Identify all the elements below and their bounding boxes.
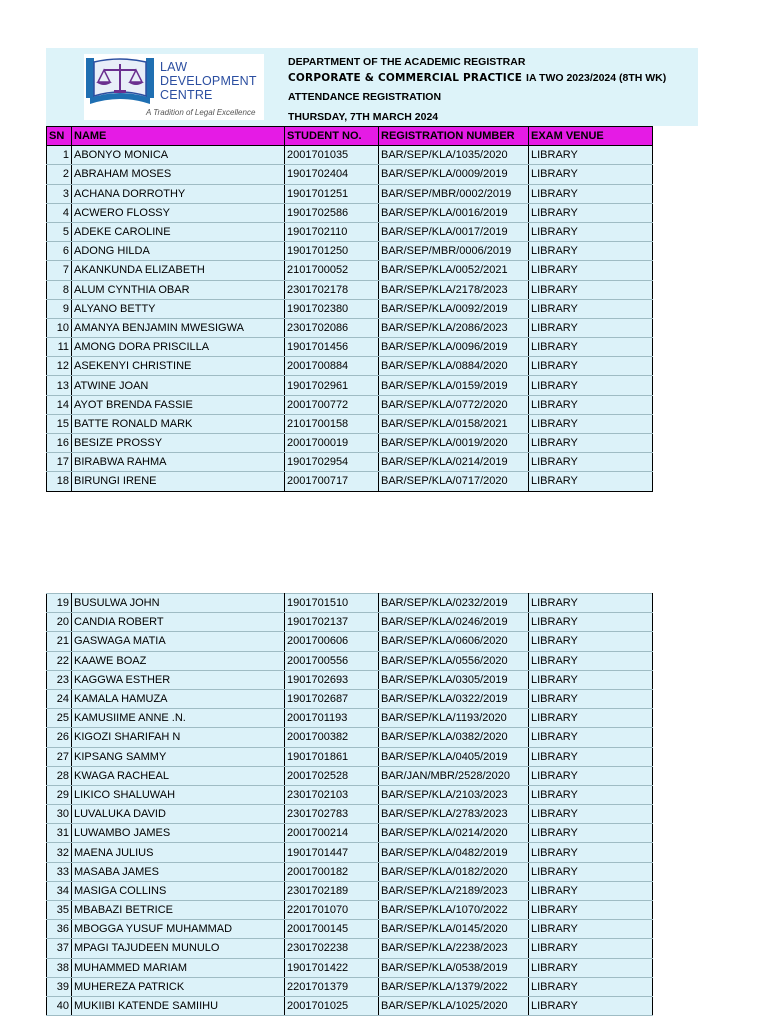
cell-name: ADONG HILDA <box>72 242 285 261</box>
department-title: DEPARTMENT OF THE ACADEMIC REGISTRAR <box>288 56 526 68</box>
cell-student-no: 2001701025 <box>285 996 379 1015</box>
cell-student-no: 2001700214 <box>285 824 379 843</box>
cell-name: MUHEREZA PATRICK <box>72 977 285 996</box>
cell-registration-number: BAR/SEP/KLA/1070/2022 <box>379 901 529 920</box>
cell-exam-venue: LIBRARY <box>529 996 653 1015</box>
table-row <box>47 709 653 728</box>
attendance-table-body <box>47 146 653 491</box>
cell-exam-venue: LIBRARY <box>529 824 653 843</box>
cell-sn: 26 <box>47 728 72 747</box>
attendance-table-continued-body <box>47 594 653 1016</box>
table-row <box>47 613 653 632</box>
cell-name: KIPSANG SAMMY <box>72 747 285 766</box>
table-row <box>47 996 653 1015</box>
cell-name: BESIZE PROSSY <box>72 434 285 453</box>
cell-sn: 14 <box>47 395 72 414</box>
cell-name: CANDIA ROBERT <box>72 613 285 632</box>
cell-name: MASABA JAMES <box>72 862 285 881</box>
cell-exam-venue: LIBRARY <box>529 472 653 491</box>
logo-line-centre: CENTRE <box>160 88 213 102</box>
table-row <box>47 184 653 203</box>
cell-name: BIRUNGI IRENE <box>72 472 285 491</box>
cell-exam-venue: LIBRARY <box>529 280 653 299</box>
column-header-registration-number: REGISTRATION NUMBER <box>379 127 529 146</box>
cell-exam-venue: LIBRARY <box>529 958 653 977</box>
cell-registration-number: BAR/SEP/KLA/0214/2020 <box>379 824 529 843</box>
cell-exam-venue: LIBRARY <box>529 414 653 433</box>
cell-registration-number: BAR/SEP/KLA/0159/2019 <box>379 376 529 395</box>
cell-name: KAGGWA ESTHER <box>72 670 285 689</box>
cell-student-no: 1901701510 <box>285 594 379 613</box>
cell-student-no: 2001700884 <box>285 357 379 376</box>
course-name: CORPORATE & COMMERCIAL PRACTICE <box>288 72 523 84</box>
cell-name: LUVALUKA DAVID <box>72 805 285 824</box>
cell-sn: 33 <box>47 862 72 881</box>
cell-sn: 2 <box>47 165 72 184</box>
cell-sn: 19 <box>47 594 72 613</box>
cell-student-no: 2201701070 <box>285 901 379 920</box>
cell-exam-venue: LIBRARY <box>529 299 653 318</box>
cell-name: ACHANA DORROTHY <box>72 184 285 203</box>
cell-student-no: 2001700606 <box>285 632 379 651</box>
cell-name: MBABAZI BETRICE <box>72 901 285 920</box>
cell-sn: 40 <box>47 996 72 1015</box>
cell-registration-number: BAR/SEP/KLA/0017/2019 <box>379 222 529 241</box>
cell-exam-venue: LIBRARY <box>529 318 653 337</box>
table-row <box>47 203 653 222</box>
cell-name: KAAWE BOAZ <box>72 651 285 670</box>
cell-registration-number: BAR/SEP/KLA/0145/2020 <box>379 920 529 939</box>
cell-name: MASIGA COLLINS <box>72 881 285 900</box>
cell-sn: 4 <box>47 203 72 222</box>
cell-name: MUKIIBI KATENDE SAMIIHU <box>72 996 285 1015</box>
table-row <box>47 824 653 843</box>
column-header-name: NAME <box>72 127 285 146</box>
cell-sn: 17 <box>47 453 72 472</box>
table-row <box>47 747 653 766</box>
cell-registration-number: BAR/SEP/KLA/2103/2023 <box>379 785 529 804</box>
table-row <box>47 651 653 670</box>
table-row <box>47 376 653 395</box>
cell-sn: 5 <box>47 222 72 241</box>
table-row <box>47 222 653 241</box>
cell-exam-venue: LIBRARY <box>529 453 653 472</box>
cell-exam-venue: LIBRARY <box>529 632 653 651</box>
table-row <box>47 901 653 920</box>
cell-exam-venue: LIBRARY <box>529 261 653 280</box>
cell-student-no: 2301702238 <box>285 939 379 958</box>
cell-exam-venue: LIBRARY <box>529 594 653 613</box>
table-row <box>47 280 653 299</box>
cell-sn: 18 <box>47 472 72 491</box>
cell-student-no: 1901702693 <box>285 670 379 689</box>
cell-name: ACWERO FLOSSY <box>72 203 285 222</box>
cell-registration-number: BAR/SEP/KLA/2238/2023 <box>379 939 529 958</box>
table-row <box>47 434 653 453</box>
cell-name: ABONYO MONICA <box>72 146 285 165</box>
column-header-student-no: STUDENT NO. <box>285 127 379 146</box>
cell-student-no: 2001700382 <box>285 728 379 747</box>
cell-sn: 32 <box>47 843 72 862</box>
cell-student-no: 1901702380 <box>285 299 379 318</box>
table-row <box>47 165 653 184</box>
table-row <box>47 939 653 958</box>
cell-registration-number: BAR/SEP/KLA/2783/2023 <box>379 805 529 824</box>
cell-student-no: 2301702178 <box>285 280 379 299</box>
cell-exam-venue: LIBRARY <box>529 184 653 203</box>
cell-sn: 21 <box>47 632 72 651</box>
cell-student-no: 1901701251 <box>285 184 379 203</box>
cell-name: KIGOZI SHARIFAH N <box>72 728 285 747</box>
cell-exam-venue: LIBRARY <box>529 376 653 395</box>
cell-exam-venue: LIBRARY <box>529 785 653 804</box>
table-row <box>47 632 653 651</box>
cell-exam-venue: LIBRARY <box>529 670 653 689</box>
exam-date: THURSDAY, 7TH MARCH 2024 <box>288 111 439 123</box>
logo-wordmark <box>160 60 257 102</box>
cell-exam-venue: LIBRARY <box>529 613 653 632</box>
course-title <box>288 72 666 84</box>
cell-name: AYOT BRENDA FASSIE <box>72 395 285 414</box>
cell-student-no: 2301702189 <box>285 881 379 900</box>
cell-student-no: 2201701379 <box>285 977 379 996</box>
cell-registration-number: BAR/SEP/KLA/2189/2023 <box>379 881 529 900</box>
cell-student-no: 1901702137 <box>285 613 379 632</box>
cell-exam-venue: LIBRARY <box>529 357 653 376</box>
cell-student-no: 1901702586 <box>285 203 379 222</box>
cell-registration-number: BAR/SEP/KLA/0052/2021 <box>379 261 529 280</box>
cell-sn: 38 <box>47 958 72 977</box>
cell-exam-venue: LIBRARY <box>529 709 653 728</box>
cell-sn: 12 <box>47 357 72 376</box>
cell-exam-venue: LIBRARY <box>529 977 653 996</box>
cell-name: ALUM CYNTHIA OBAR <box>72 280 285 299</box>
cell-registration-number: BAR/SEP/KLA/0538/2019 <box>379 958 529 977</box>
cell-sn: 29 <box>47 785 72 804</box>
cell-sn: 10 <box>47 318 72 337</box>
cell-name: ALYANO BETTY <box>72 299 285 318</box>
table-row <box>47 843 653 862</box>
cell-exam-venue: LIBRARY <box>529 222 653 241</box>
cell-sn: 3 <box>47 184 72 203</box>
cell-student-no: 1901702961 <box>285 376 379 395</box>
cell-registration-number: BAR/SEP/KLA/0556/2020 <box>379 651 529 670</box>
cell-student-no: 2101700158 <box>285 414 379 433</box>
cell-exam-venue: LIBRARY <box>529 651 653 670</box>
cell-registration-number: BAR/SEP/KLA/1379/2022 <box>379 977 529 996</box>
cell-name: MPAGI TAJUDEEN MUNULO <box>72 939 285 958</box>
column-header-sn: SN <box>47 127 72 146</box>
cell-sn: 27 <box>47 747 72 766</box>
cell-name: ABRAHAM MOSES <box>72 165 285 184</box>
cell-student-no: 1901701447 <box>285 843 379 862</box>
cell-student-no: 1901701456 <box>285 338 379 357</box>
cell-registration-number: BAR/SEP/KLA/1035/2020 <box>379 146 529 165</box>
cell-name: KAMALA HAMUZA <box>72 689 285 708</box>
cell-exam-venue: LIBRARY <box>529 165 653 184</box>
cell-registration-number: BAR/SEP/KLA/0016/2019 <box>379 203 529 222</box>
cell-exam-venue: LIBRARY <box>529 146 653 165</box>
cell-registration-number: BAR/SEP/KLA/0717/2020 <box>379 472 529 491</box>
cell-registration-number: BAR/SEP/KLA/0382/2020 <box>379 728 529 747</box>
cell-exam-venue: LIBRARY <box>529 747 653 766</box>
cell-name: AKANKUNDA ELIZABETH <box>72 261 285 280</box>
cell-name: AMONG DORA PRISCILLA <box>72 338 285 357</box>
cell-sn: 6 <box>47 242 72 261</box>
cell-name: MAENA JULIUS <box>72 843 285 862</box>
cell-sn: 20 <box>47 613 72 632</box>
table-row <box>47 299 653 318</box>
table-row <box>47 805 653 824</box>
cell-registration-number: BAR/SEP/KLA/2086/2023 <box>379 318 529 337</box>
cell-student-no: 2001700019 <box>285 434 379 453</box>
cell-student-no: 2301702103 <box>285 785 379 804</box>
cell-student-no: 2101700052 <box>285 261 379 280</box>
cell-name: MBOGGA YUSUF MUHAMMAD <box>72 920 285 939</box>
cell-registration-number: BAR/SEP/KLA/0305/2019 <box>379 670 529 689</box>
cell-student-no: 2001700182 <box>285 862 379 881</box>
table-row <box>47 357 653 376</box>
cell-exam-venue: LIBRARY <box>529 862 653 881</box>
cell-student-no: 2301702086 <box>285 318 379 337</box>
cell-sn: 31 <box>47 824 72 843</box>
table-row <box>47 395 653 414</box>
cell-exam-venue: LIBRARY <box>529 939 653 958</box>
table-row <box>47 920 653 939</box>
cell-student-no: 1901701250 <box>285 242 379 261</box>
cell-exam-venue: LIBRARY <box>529 728 653 747</box>
cell-sn: 16 <box>47 434 72 453</box>
cell-student-no: 2001700145 <box>285 920 379 939</box>
cell-registration-number: BAR/SEP/KLA/0019/2020 <box>379 434 529 453</box>
cell-exam-venue: LIBRARY <box>529 395 653 414</box>
cell-exam-venue: LIBRARY <box>529 920 653 939</box>
cell-name: AMANYA BENJAMIN MWESIGWA <box>72 318 285 337</box>
cell-name: LIKICO SHALUWAH <box>72 785 285 804</box>
table-row <box>47 594 653 613</box>
table-row <box>47 414 653 433</box>
table-row <box>47 977 653 996</box>
cell-name: BIRABWA RAHMA <box>72 453 285 472</box>
cell-registration-number: BAR/SEP/MBR/0006/2019 <box>379 242 529 261</box>
cell-sn: 15 <box>47 414 72 433</box>
cell-exam-venue: LIBRARY <box>529 901 653 920</box>
cell-exam-venue: LIBRARY <box>529 881 653 900</box>
cell-student-no: 1901702404 <box>285 165 379 184</box>
cell-registration-number: BAR/SEP/KLA/0405/2019 <box>379 747 529 766</box>
cell-sn: 25 <box>47 709 72 728</box>
table-row <box>47 881 653 900</box>
table-row <box>47 785 653 804</box>
cell-registration-number: BAR/SEP/KLA/0214/2019 <box>379 453 529 472</box>
cell-registration-number: BAR/SEP/KLA/0232/2019 <box>379 594 529 613</box>
ldc-logo <box>84 54 264 120</box>
cell-registration-number: BAR/SEP/KLA/0884/2020 <box>379 357 529 376</box>
cell-registration-number: BAR/SEP/KLA/0158/2021 <box>379 414 529 433</box>
cell-registration-number: BAR/SEP/KLA/0322/2019 <box>379 689 529 708</box>
cell-registration-number: BAR/SEP/KLA/0096/2019 <box>379 338 529 357</box>
cell-sn: 7 <box>47 261 72 280</box>
cell-registration-number: BAR/SEP/KLA/0092/2019 <box>379 299 529 318</box>
cell-registration-number: BAR/JAN/MBR/2528/2020 <box>379 766 529 785</box>
cell-exam-venue: LIBRARY <box>529 843 653 862</box>
cell-exam-venue: LIBRARY <box>529 203 653 222</box>
logo-line-development: DEVELOPMENT <box>160 74 257 88</box>
cell-student-no: 2001700556 <box>285 651 379 670</box>
cell-name: KWAGA RACHEAL <box>72 766 285 785</box>
cell-student-no: 1901701422 <box>285 958 379 977</box>
cell-sn: 1 <box>47 146 72 165</box>
cell-name: ADEKE CAROLINE <box>72 222 285 241</box>
table-row <box>47 472 653 491</box>
cell-student-no: 2001701035 <box>285 146 379 165</box>
cell-sn: 23 <box>47 670 72 689</box>
cell-sn: 34 <box>47 881 72 900</box>
cell-exam-venue: LIBRARY <box>529 434 653 453</box>
cell-sn: 8 <box>47 280 72 299</box>
table-row <box>47 242 653 261</box>
cell-sn: 24 <box>47 689 72 708</box>
cell-registration-number: BAR/SEP/KLA/0606/2020 <box>379 632 529 651</box>
cell-student-no: 2001700717 <box>285 472 379 491</box>
table-row <box>47 338 653 357</box>
table-row <box>47 728 653 747</box>
cell-sn: 36 <box>47 920 72 939</box>
cell-exam-venue: LIBRARY <box>529 242 653 261</box>
assessment-label: IA TWO 2023/2024 (8TH WK) <box>526 72 667 84</box>
cell-registration-number: BAR/SEP/KLA/1025/2020 <box>379 996 529 1015</box>
table-row <box>47 766 653 785</box>
cell-name: MUHAMMED MARIAM <box>72 958 285 977</box>
cell-student-no: 2301702783 <box>285 805 379 824</box>
cell-name: BUSULWA JOHN <box>72 594 285 613</box>
cell-student-no: 1901702954 <box>285 453 379 472</box>
cell-registration-number: BAR/SEP/KLA/0009/2019 <box>379 165 529 184</box>
table-row <box>47 862 653 881</box>
cell-sn: 35 <box>47 901 72 920</box>
cell-sn: 37 <box>47 939 72 958</box>
table-row <box>47 689 653 708</box>
cell-registration-number: BAR/SEP/KLA/0482/2019 <box>379 843 529 862</box>
cell-sn: 13 <box>47 376 72 395</box>
table-row <box>47 261 653 280</box>
logo-line-law: LAW <box>160 60 188 74</box>
cell-name: BATTE RONALD MARK <box>72 414 285 433</box>
cell-student-no: 1901702687 <box>285 689 379 708</box>
cell-registration-number: BAR/SEP/KLA/0772/2020 <box>379 395 529 414</box>
cell-student-no: 2001701193 <box>285 709 379 728</box>
cell-registration-number: BAR/SEP/MBR/0002/2019 <box>379 184 529 203</box>
attendance-table <box>46 126 653 492</box>
cell-sn: 11 <box>47 338 72 357</box>
table-row <box>47 146 653 165</box>
cell-registration-number: BAR/SEP/KLA/0246/2019 <box>379 613 529 632</box>
cell-sn: 22 <box>47 651 72 670</box>
cell-registration-number: BAR/SEP/KLA/2178/2023 <box>379 280 529 299</box>
cell-exam-venue: LIBRARY <box>529 338 653 357</box>
cell-exam-venue: LIBRARY <box>529 689 653 708</box>
cell-exam-venue: LIBRARY <box>529 766 653 785</box>
cell-sn: 39 <box>47 977 72 996</box>
cell-sn: 30 <box>47 805 72 824</box>
cell-student-no: 2001702528 <box>285 766 379 785</box>
cell-exam-venue: LIBRARY <box>529 805 653 824</box>
register-title: ATTENDANCE REGISTRATION <box>288 91 442 103</box>
cell-name: ASEKENYI CHRISTINE <box>72 357 285 376</box>
table-row <box>47 958 653 977</box>
cell-name: GASWAGA MATIA <box>72 632 285 651</box>
cell-student-no: 1901702110 <box>285 222 379 241</box>
cell-name: KAMUSIIME ANNE .N. <box>72 709 285 728</box>
cell-registration-number: BAR/SEP/KLA/0182/2020 <box>379 862 529 881</box>
attendance-table-continued <box>46 593 653 1016</box>
table-row <box>47 670 653 689</box>
cell-sn: 9 <box>47 299 72 318</box>
cell-sn: 28 <box>47 766 72 785</box>
table-row <box>47 318 653 337</box>
cell-name: LUWAMBO JAMES <box>72 824 285 843</box>
cell-student-no: 1901701861 <box>285 747 379 766</box>
cell-registration-number: BAR/SEP/KLA/1193/2020 <box>379 709 529 728</box>
table-row <box>47 453 653 472</box>
cell-name: ATWINE JOAN <box>72 376 285 395</box>
table-header-row <box>47 127 653 146</box>
cell-student-no: 2001700772 <box>285 395 379 414</box>
logo-tagline: A Tradition of Legal Excellence <box>146 108 256 117</box>
column-header-exam-venue: EXAM VENUE <box>529 127 653 146</box>
scales-of-justice-book-icon <box>84 54 156 114</box>
